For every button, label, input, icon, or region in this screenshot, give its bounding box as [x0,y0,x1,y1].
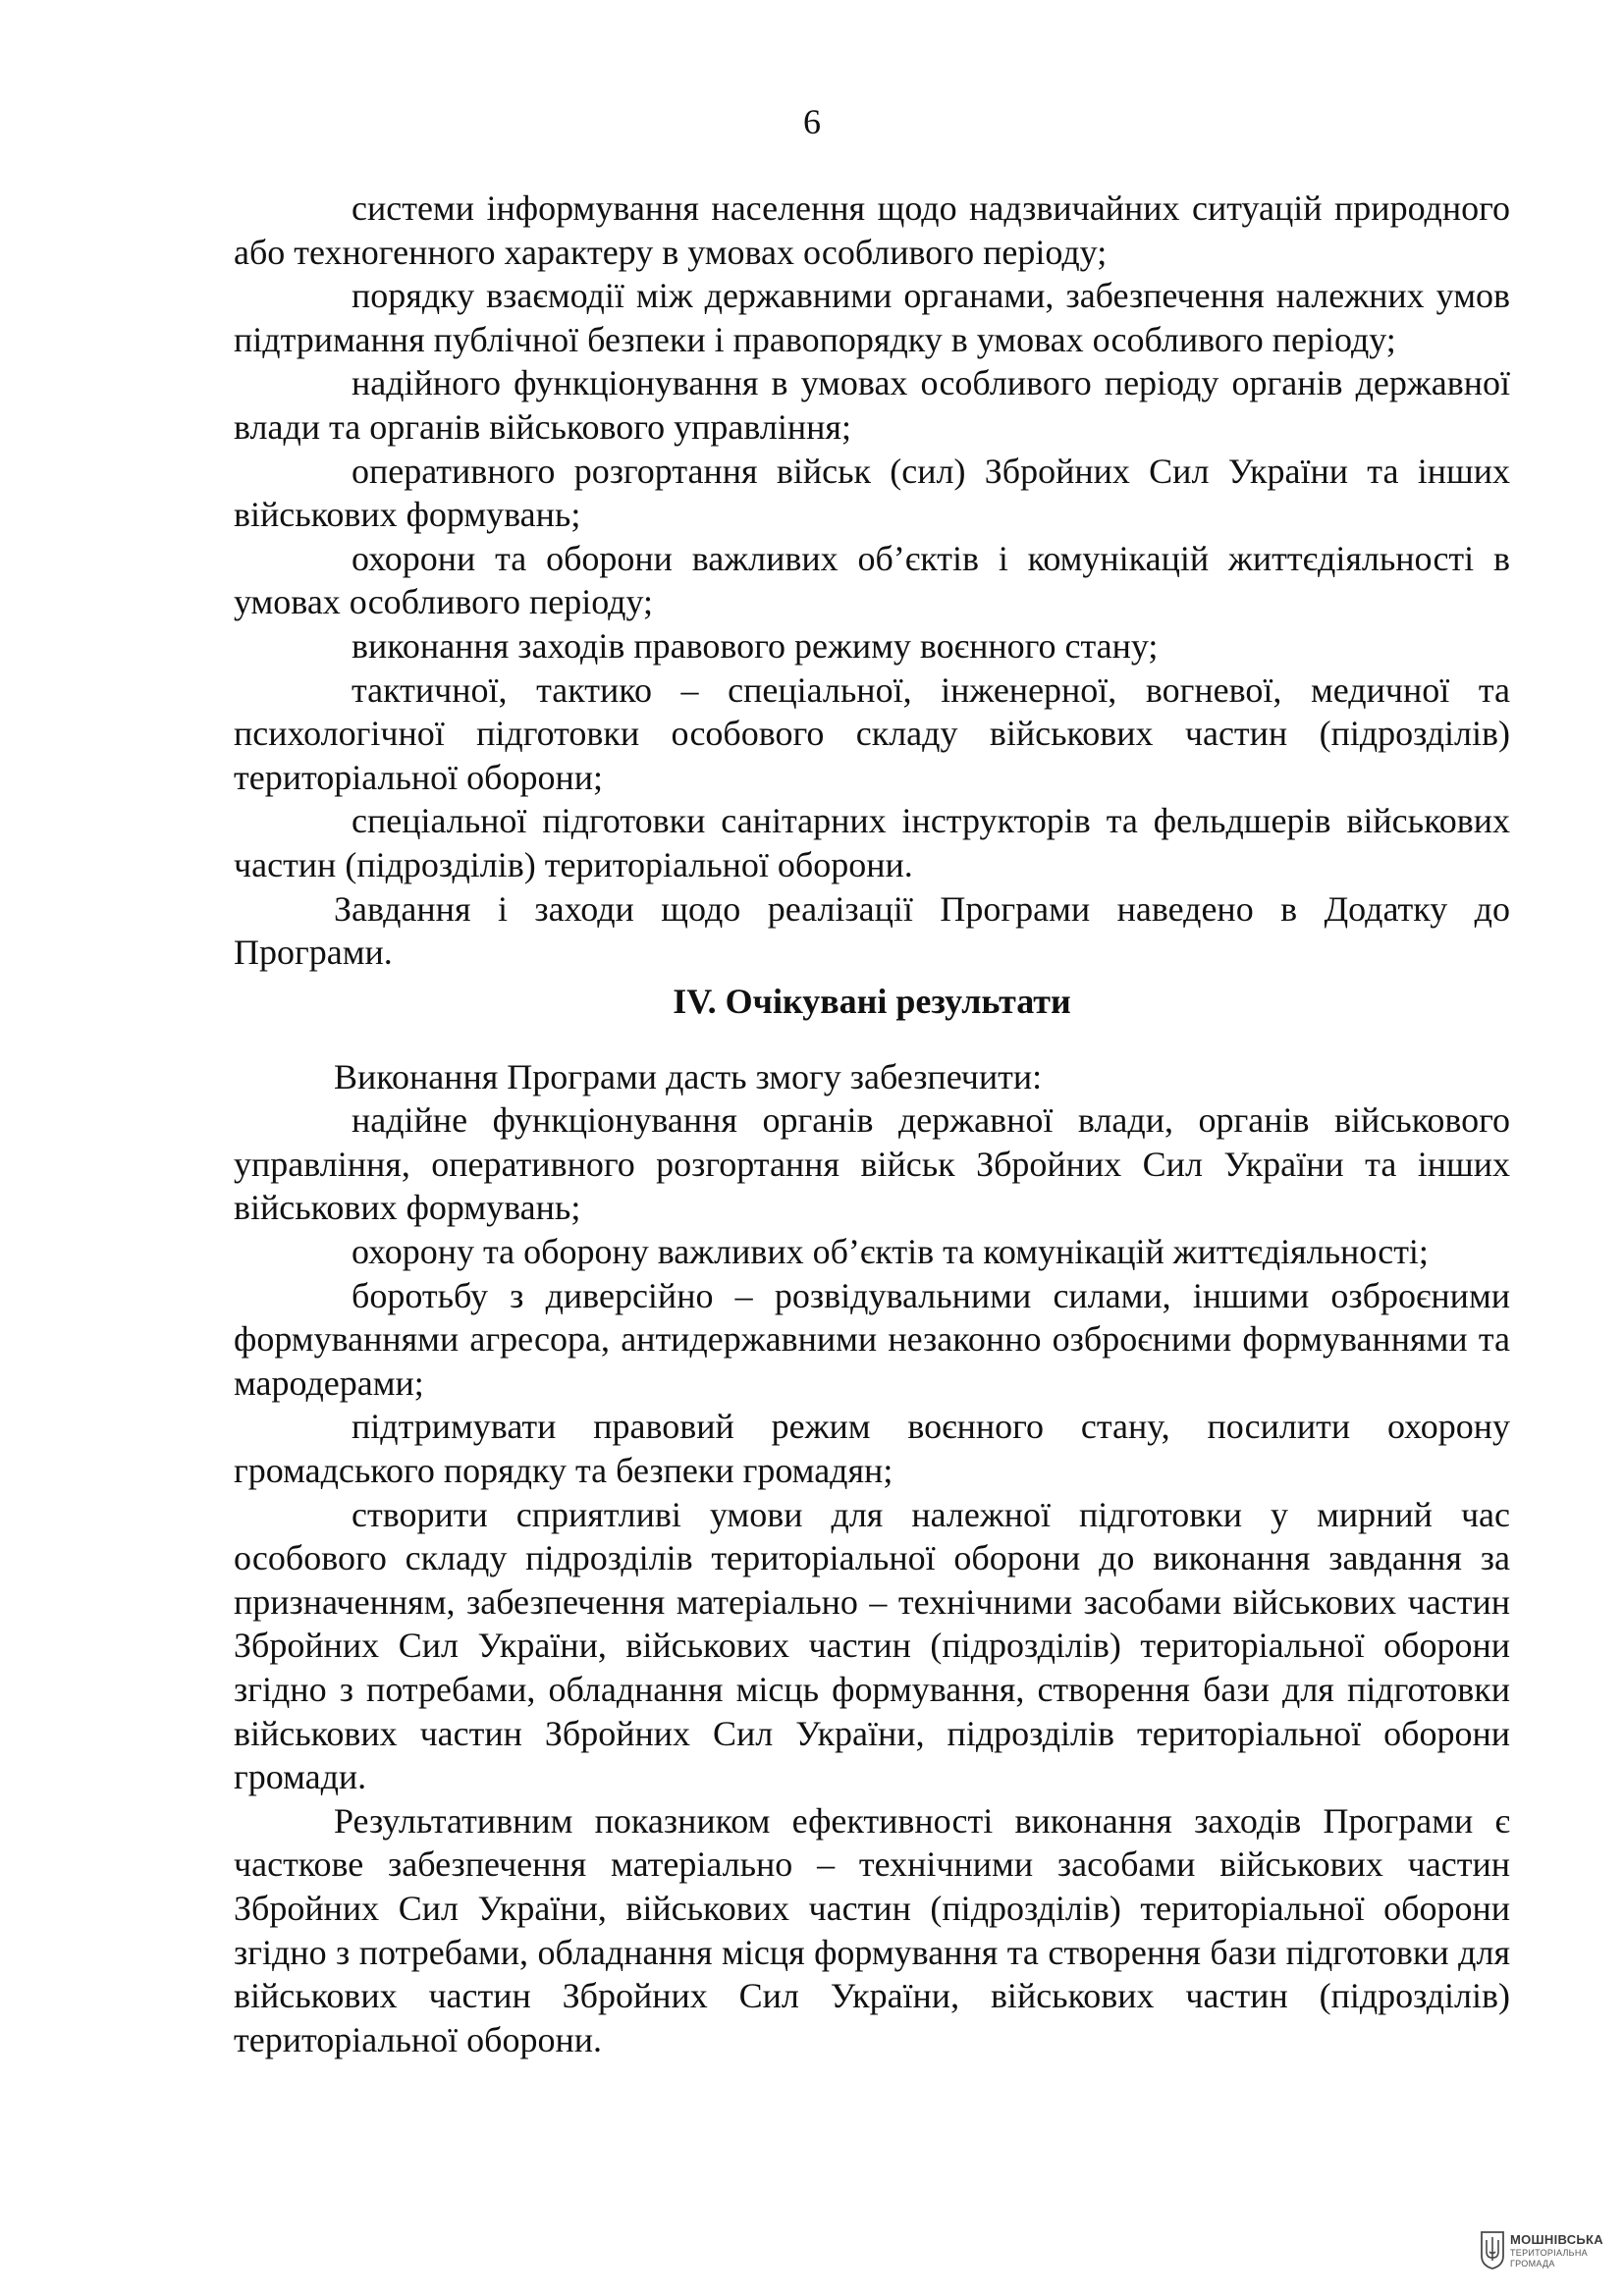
paragraph: Завдання і заходи щодо реалізації Програми наведено в Додатку до Програми. [234,888,1510,973]
paragraph: надійне функціонування органів державної влади, органів військового управління, оперативного розгортання військ Збройних Сил України та інших військових формувань; [234,1100,1510,1228]
section-heading: IV. Очікувані результати [673,981,1071,1021]
logo-line-1: МОШНІВСЬКА [1510,2232,1603,2247]
document-body [234,187,1510,2061]
paragraph: тактичної, тактико – спеціальної, інженерної, вогневої, медичної та психологічної підготовки особового складу військових частин (підрозділів) територіальної оборони; [234,669,1510,797]
paragraph: спеціальної підготовки санітарних інструкторів та фельдшерів військових частин (підрозділів) територіальної оборони. [234,801,1510,884]
paragraph: підтримувати правовий режим воєнного стану, посилити охорону громадського порядку та безпеки громадян; [234,1407,1510,1491]
paragraph: Виконання Програми дасть змогу забезпечити: [334,1056,1043,1096]
paragraph: оперативного розгортання військ (сил) Збройних Сил України та інших військових формувань; [234,451,1510,535]
page-number: 6 [803,102,821,141]
paragraph: боротьбу з диверсійно – розвідувальними силами, іншими озброєними формуваннями агресора, антидержавними незаконно озброєними формуваннями та мародерами; [234,1275,1510,1403]
paragraph: виконання заходів правового режиму воєнного стану; [352,625,1159,666]
paragraph: створити сприятливі умови для належної підготовки у мирний час особового складу підрозділів територіальної оборони до виконання завдання за призначенням, забезпечення матеріально – технічними засобами військових частин Збройних Сил України, військових частин (підрозділів) територіальної оборони згідно з потребами, обладнання місць формування, створення бази для підготовки військових частин Збройних Сил України, підрозділів територіальної оборони громади. [234,1494,1510,1797]
community-logo [1480,2228,1617,2273]
paragraph: надійного функціонування в умовах особливого періоду органів державної влади та органів військового управління; [234,363,1510,447]
paragraph: охорону та оборону важливих об’єктів та комунікацій життєдіяльності; [352,1232,1429,1272]
trident-icon [1480,2230,1505,2269]
paragraph: Результативним показником ефективності виконання заходів Програми є часткове забезпечення матеріально – технічними засобами військових частин Збройних Сил України, військових частин (підрозділів) територіальної оборони згідно з потребами, обладнання місця формування та створення бази підготовки для військових частин Збройних Сил України, військових частин (підрозділів) територіальної оборони. [234,1800,1510,2059]
paragraph: системи інформування населення щодо надзвичайних ситуацій природного або техногенного характеру в умовах особливого періоду; [234,188,1510,272]
paragraph: порядку взаємодії між державними органами, забезпечення належних умов підтримання публічної безпеки і правопорядку в умовах особливого періоду; [234,276,1510,359]
logo-line-3: ГРОМАДА [1510,2259,1555,2269]
paragraph: охорони та оборони важливих об’єктів і комунікацій життєдіяльності в умовах особливого періоду; [234,538,1510,622]
logo-line-2: ТЕРИТОРІАЛЬНА [1510,2248,1588,2258]
